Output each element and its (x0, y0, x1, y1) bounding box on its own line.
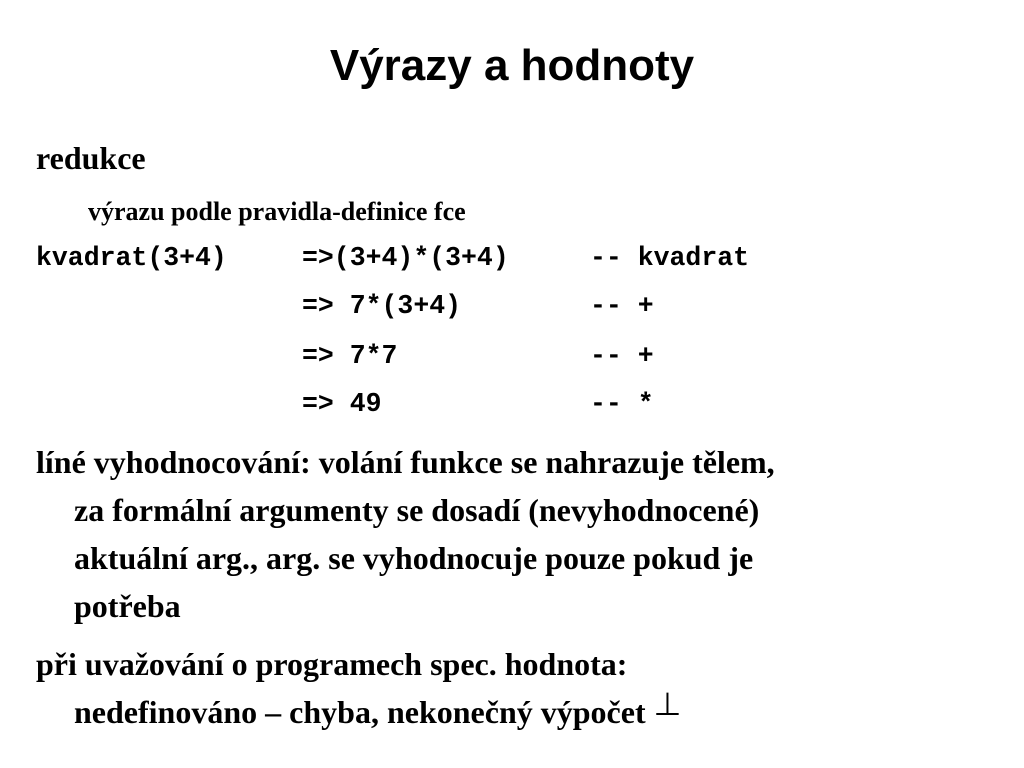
slide-title: Výrazy a hodnoty (329, 41, 695, 90)
paragraph-line: za formální argumenty se dosadí (nevyhodnocené) (74, 492, 760, 528)
code-comment-4: -- * (590, 389, 654, 419)
code-comment-2: -- + (590, 291, 654, 321)
code-comment-3: -- + (590, 341, 654, 371)
section-subheading: výrazu podle pravidla-definice fce (88, 197, 466, 226)
paragraph-line-with-symbol (36, 685, 996, 736)
code-step-1: =>(3+4)*(3+4) (302, 243, 509, 273)
paragraph-lazy-evaluation (36, 438, 996, 630)
paragraph-line: líné vyhodnocování: volání funkce se nahrazuje tělem, (36, 444, 775, 480)
code-step-4: => 49 (302, 389, 382, 419)
paragraph-line: při uvažování o programech spec. hodnota: (36, 646, 628, 682)
section-heading-redukce: redukce (36, 140, 146, 176)
bottom-symbol: ⊥ (653, 685, 682, 723)
code-comment-1: -- kvadrat (590, 243, 750, 273)
paragraph-line: potřeba (74, 588, 181, 624)
paragraph-line-text: nedefinováno – chyba, nekonečný výpočet (74, 694, 646, 730)
code-step-3: => 7*7 (302, 341, 398, 371)
paragraph-special-value (36, 640, 996, 736)
paragraph-line: aktuální arg., arg. se vyhodnocuje pouze pokud je (74, 540, 754, 576)
code-expression: kvadrat(3+4) (36, 243, 227, 273)
code-step-2: => 7*(3+4) (302, 291, 462, 321)
